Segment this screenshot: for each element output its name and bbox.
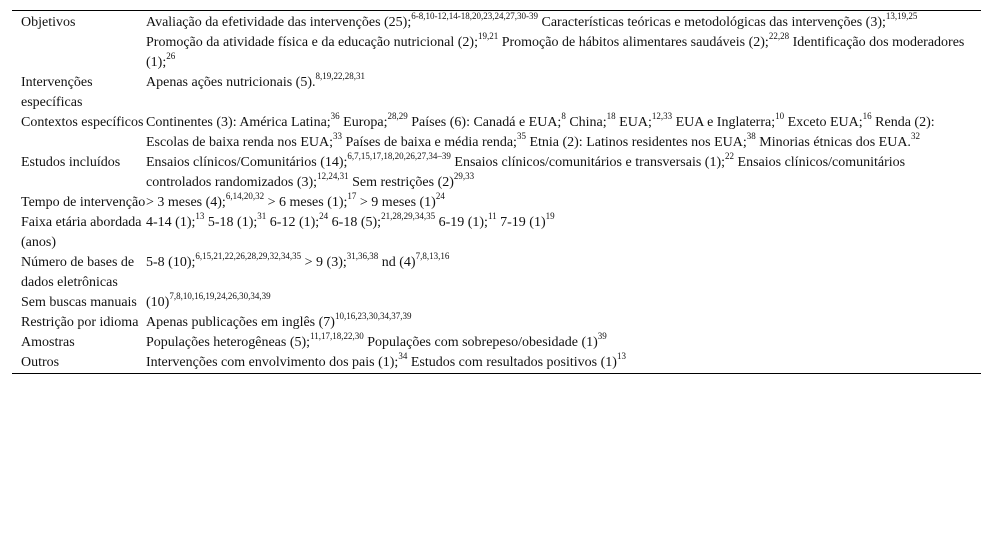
citation-superscript: 33: [333, 131, 342, 142]
content-text: > 9 (3);: [301, 255, 347, 270]
row-content: [146, 333, 981, 353]
citation-superscript: 21,28,29,34,35: [381, 211, 436, 222]
table-row-idioma: [12, 313, 981, 333]
criteria-table: [12, 10, 981, 374]
row-label: Estudos incluídos: [21, 155, 121, 170]
content-text: EUA;: [615, 115, 652, 130]
row-label: Amostras: [21, 335, 75, 350]
citation-superscript: 18: [606, 111, 616, 122]
content-text: Estudos com resultados positivos (1): [407, 355, 617, 370]
content-text: Populações com sobrepeso/obesidade (1): [363, 335, 598, 350]
citation-superscript: 13: [616, 351, 626, 362]
citation-superscript: 12,24,31: [317, 171, 349, 182]
content-text: Intervenções com envolvimento dos pais (1);: [146, 355, 399, 370]
content-text: > 3 meses (4);: [146, 195, 226, 210]
content-text: Minorias étnicas dos EUA.: [755, 135, 911, 150]
content-text: Continentes (3): América Latina;: [146, 115, 331, 130]
table-row-bases-dados: [12, 253, 981, 293]
citation-superscript: 6,7,15,17,18,20,26,27,34–39: [347, 151, 451, 162]
citation-superscript: 8,19,22,28,31: [315, 71, 365, 82]
content-text: China;: [565, 115, 607, 130]
row-content: [146, 293, 981, 313]
content-text: Apenas publicações em inglês (7): [146, 315, 335, 330]
citation-superscript: 24: [319, 211, 329, 222]
content-text: 6-12 (1);: [266, 215, 320, 230]
content-text: Ensaios clínicos/comunitários controlados randomizados (3);: [146, 155, 906, 190]
content-text: Ensaios clínicos/Comunitários (14);: [146, 155, 348, 170]
content-text: Populações heterogêneas (5);: [146, 335, 311, 350]
citation-superscript: 8: [561, 111, 566, 122]
citation-superscript: 22: [725, 151, 735, 162]
content-text: Promoção de hábitos alimentares saudáveis (2);: [498, 35, 769, 50]
row-label: Sem buscas manuais: [21, 295, 137, 310]
row-content: [146, 213, 981, 253]
citation-superscript: 19,21: [477, 31, 499, 42]
content-text: 5-18 (1);: [204, 215, 258, 230]
citation-superscript: 6,15,21,22,26,28,29,32,34,35: [195, 251, 302, 262]
citation-superscript: 31,36,38: [346, 251, 379, 262]
citation-superscript: 12,33: [651, 111, 673, 122]
table-row-contextos: [12, 113, 981, 153]
citation-superscript: 13: [195, 211, 205, 222]
citation-superscript: 38: [746, 131, 756, 142]
table-row-buscas-manuais: [12, 293, 981, 313]
table-row-amostras: [12, 333, 981, 353]
row-label: Objetivos: [21, 15, 76, 30]
citation-superscript: 31: [257, 211, 267, 222]
content-text: Identificação dos moderadores (1);: [146, 35, 965, 70]
row-label: Contextos específicos: [21, 115, 144, 130]
row-content: [146, 313, 981, 333]
content-text: Avaliação da efetividade das intervenções (25);: [146, 15, 412, 30]
content-text: Sem restrições (2): [348, 175, 454, 190]
content-text: Promoção da atividade física e da educação nutricional (2);: [146, 35, 478, 50]
table-row-objetivos: [12, 13, 981, 73]
table-row-estudos: [12, 153, 981, 193]
citation-superscript: 7,8,10,16,19,24,26,30,34,39: [169, 291, 271, 302]
row-content: [146, 353, 981, 373]
citation-superscript: 16: [862, 111, 872, 122]
content-text: Ensaios clínicos/comunitários e transversais (1);: [450, 155, 726, 170]
row-label: Número de bases de dados eletrônicas: [21, 255, 135, 290]
content-text: nd (4): [378, 255, 416, 270]
row-content: [146, 73, 981, 113]
content-text: 6-19 (1);: [435, 215, 488, 230]
content-text: Exceto EUA;: [784, 115, 863, 130]
citation-superscript: 11: [487, 211, 497, 222]
citation-superscript: 17: [347, 191, 357, 202]
citation-superscript: 29,33: [453, 171, 475, 182]
content-text: Apenas ações nutricionais (5).: [146, 75, 316, 90]
citation-superscript: 36: [330, 111, 340, 122]
citation-superscript: 6,14,20,32: [225, 191, 265, 202]
citation-superscript: 24: [435, 191, 445, 202]
content-text: Características teóricas e metodológicas das intervenções (3);: [537, 15, 886, 30]
citation-superscript: 11,17,18,22,30: [310, 331, 364, 342]
citation-superscript: 26: [166, 51, 176, 62]
table-row-tempo: [12, 193, 981, 213]
table-row-outros: [12, 353, 981, 373]
row-label: Outros: [21, 355, 60, 370]
citation-superscript: 13,19,25: [885, 11, 918, 22]
row-label: Faixa etária abordada (anos): [21, 215, 142, 250]
content-text: 5-8 (10);: [146, 255, 196, 270]
citation-superscript: 28,29: [387, 111, 408, 122]
content-text: (10): [146, 295, 170, 310]
table-row-faixa-etaria: [12, 213, 981, 253]
content-text: > 9 meses (1): [356, 195, 436, 210]
row-content: [146, 153, 981, 193]
citation-superscript: 35: [516, 131, 526, 142]
content-text: 4-14 (1);: [146, 215, 196, 230]
content-text: Países de baixa e média renda;: [342, 135, 517, 150]
row-content: [146, 13, 981, 73]
citation-superscript: 6-8,10-12,14-18,20,23,24,27,30-39: [411, 11, 538, 22]
row-content: [146, 113, 981, 153]
content-text: > 6 meses (1);: [264, 195, 348, 210]
content-text: Renda (2): Escolas de baixa renda nos EUA;: [146, 115, 935, 150]
citation-superscript: 7,8,13,16: [415, 251, 450, 262]
citation-superscript: 34: [398, 351, 408, 362]
table-row-intervencoes: [12, 73, 981, 113]
row-content: [146, 253, 981, 293]
citation-superscript: 22,28: [768, 31, 790, 42]
citation-superscript: 10,16,23,30,34,37,39: [334, 311, 412, 322]
row-label: Restrição por idioma: [21, 315, 139, 330]
citation-superscript: 19: [545, 211, 555, 222]
row-label: Intervenções específicas: [21, 75, 93, 110]
row-label: Tempo de intervenção: [21, 195, 146, 210]
content-text: Europa;: [339, 115, 388, 130]
content-text: Países (6): Canadá e EUA;: [407, 115, 562, 130]
content-text: Etnia (2): Latinos residentes nos EUA;: [525, 135, 747, 150]
citation-superscript: 39: [597, 331, 607, 342]
citation-superscript: 32: [910, 131, 920, 142]
content-text: 7-19 (1): [496, 215, 546, 230]
content-text: 6-18 (5);: [328, 215, 382, 230]
citation-superscript: 10: [775, 111, 785, 122]
content-text: EUA e Inglaterra;: [672, 115, 776, 130]
row-content: [146, 193, 981, 213]
